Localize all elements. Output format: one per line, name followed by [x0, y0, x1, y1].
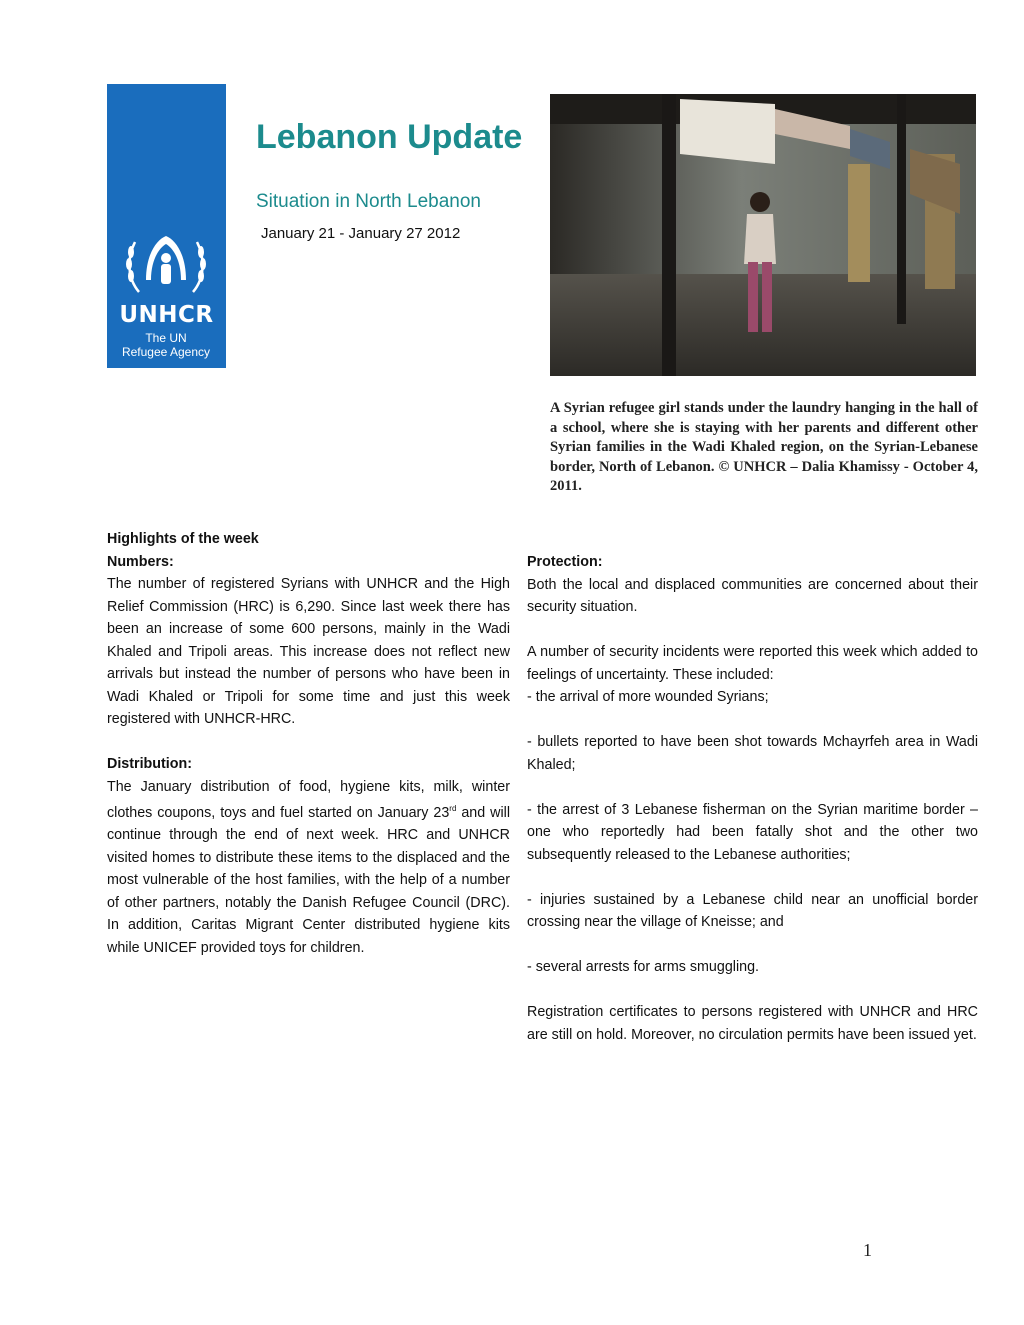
unhcr-emblem-icon	[121, 230, 211, 300]
logo-tagline	[116, 331, 216, 359]
distribution-text-part1: The January distribution of food, hygiene kits, milk, winter clothes coupons, toys and fuel started on January 23	[107, 778, 510, 821]
distribution-text	[107, 776, 510, 960]
page-title: Lebanon Update	[256, 118, 523, 156]
distribution-heading: Distribution:	[107, 756, 192, 772]
unhcr-logo	[107, 84, 226, 368]
page-number: 1	[863, 1240, 872, 1260]
incident-item: - bullets reported to have been shot towards Mchayrfeh area in Wadi Khaled;	[527, 734, 978, 773]
left-column	[107, 528, 510, 959]
protection-intro: Both the local and displaced communities are concerned about their security situation.	[527, 576, 978, 615]
date-range: January 21 - January 27 2012	[261, 225, 461, 242]
logo-name: UNHCR	[119, 302, 214, 328]
incident-item: - injuries sustained by a Lebanese child near an unofficial border crossing near the village of Kneisse; and	[527, 891, 978, 930]
refugee-photo	[550, 94, 976, 376]
numbers-text: The number of registered Syrians with UNHCR and the High Relief Commission (HRC) is 6,290. Since last week there has been an increase of some 600 persons, mainly in the Wadi Khaled and Tripoli areas. This increase does not reflect new arrivals but instead the number of persons who have been in Wadi Khaled or Tripoli for some time and just this week registered with UNHCR-HRC.	[107, 576, 510, 727]
protection-heading: Protection:	[527, 554, 603, 570]
numbers-heading: Numbers:	[107, 553, 174, 570]
page-subtitle: Situation in North Lebanon	[256, 191, 481, 212]
right-column	[527, 551, 978, 1046]
incident-item: - the arrival of more wounded Syrians;	[527, 689, 769, 705]
registration-text: Registration certificates to persons registered with UNHCR and HRC are still on hold. Moreover, no circulation permits have been issued yet.	[527, 1004, 978, 1043]
incident-item: - the arrest of 3 Lebanese fisherman on the Syrian maritime border – one who reportedly had been fatally shot and the other two subsequently released to the Lebanese authorities;	[527, 801, 978, 863]
incident-item: - several arrests for arms smuggling.	[527, 959, 759, 975]
photo-caption: A Syrian refugee girl stands under the laundry hanging in the hall of a school, where she is staying with her parents and different other Syrian families in the Wadi Khaled region, on the Syrian-Lebanese border, North of Lebanon. © UNHCR – Dalia Khamissy - October 4, 2011.	[550, 400, 978, 495]
incidents-intro: A number of security incidents were reported this week which added to feelings of uncertainty. These included:	[527, 644, 978, 683]
logo-tagline-line2: Refugee Agency	[121, 345, 211, 359]
distribution-text-part2: and will continue through the end of next week. HRC and UNHCR visited homes to distribute these items to the displaced and the most vulnerable of the host families, with the help of a number of other partners, notably the Danish Refugee Council (DRC). In addition, Caritas Migrant Center distributed hygiene kits while UNICEF provided toys for children.	[107, 804, 510, 956]
distribution-sup: rd	[449, 804, 457, 813]
logo-tagline-line1: The UN	[145, 331, 187, 345]
highlights-heading: Highlights of the week	[107, 531, 259, 547]
